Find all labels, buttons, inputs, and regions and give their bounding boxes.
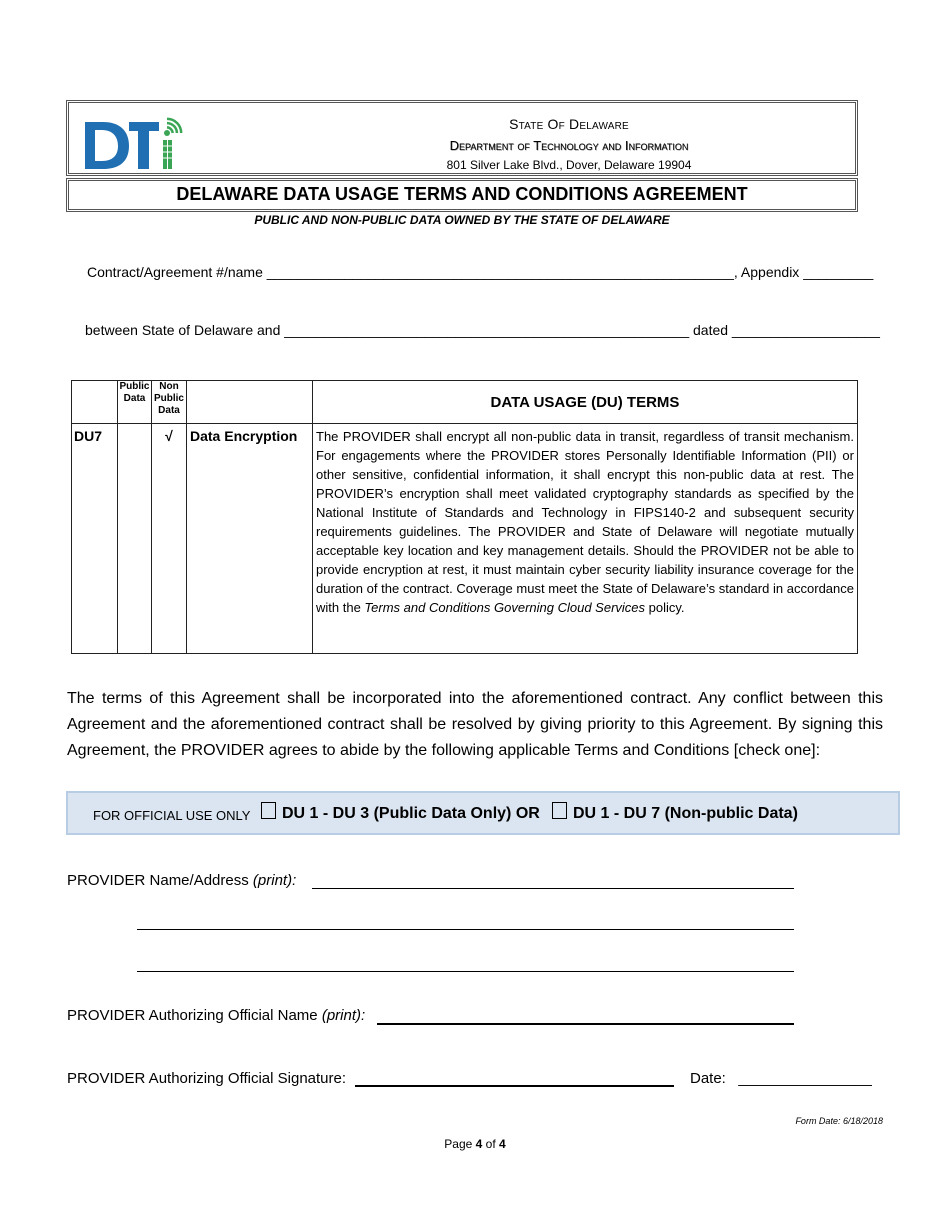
- signature-field[interactable]: [355, 1085, 674, 1087]
- date-label: Date: ________________: [690, 1070, 872, 1087]
- row-nonpublic-checkmark: √: [152, 424, 187, 654]
- row-term-name: Data Encryption: [187, 424, 313, 654]
- option-public-data[interactable]: [261, 802, 540, 823]
- contract-line[interactable]: Contract/Agreement #/name ____________________________________________________________, Appendix _________: [87, 264, 874, 280]
- department-name: Department of Technology and Information: [449, 138, 689, 153]
- header-data-usage-terms: DATA USAGE (DU) TERMS: [313, 381, 858, 424]
- provider-name-field[interactable]: [312, 888, 794, 889]
- nonpublic-data-checkbox[interactable]: [552, 802, 567, 819]
- department-address: 801 Silver Lake Blvd., Dover, Delaware 19904: [446, 158, 692, 172]
- option-nonpublic-label: DU 1 - DU 7 (Non-public Data): [573, 805, 798, 822]
- provider-address-line-2[interactable]: [137, 971, 794, 972]
- row-term-text: [313, 424, 858, 654]
- official-use-box: [66, 791, 900, 835]
- letterhead: [66, 100, 858, 176]
- dti-logo: [83, 116, 187, 172]
- official-use-label: FOR OFFICIAL USE ONLY: [93, 808, 251, 823]
- page-number: Page 4 of 4: [444, 1137, 506, 1151]
- provider-name-label: PROVIDER Name/Address (print):: [67, 872, 297, 889]
- data-usage-table: [71, 380, 858, 654]
- term-text-main: The PROVIDER shall encrypt all non-public data in transit, regardless of transit mechanism. For engagements where the PROVIDER stores Personally Identifiable Information (PII) or other sensitive, confidential information, it shall encrypt this non-public data at rest. The PROVIDER’s encryption shall meet validated cryptography standards as specified by the National Institute of Standards and Technology in FIPS140-2 and subsequent security requirements guidelines. The PROVIDER and State of Delaware will negotiate mutually acceptable key location and key management details. Should the PROVIDER not be able to provide encryption at rest, it must maintain cyber security liability insurance coverage for the duration of the contract. Coverage must meet the State of Delaware’s standard in accordance with the: [316, 429, 854, 615]
- public-data-checkbox[interactable]: [261, 802, 276, 819]
- header-nonpublic-data: Non Public Data: [152, 381, 187, 424]
- option-nonpublic-data[interactable]: [552, 802, 798, 823]
- between-line[interactable]: between State of Delaware and ____________________________________________________ dated ___________________: [85, 322, 880, 338]
- header-cell-id: [72, 381, 118, 424]
- option-public-label: DU 1 - DU 3 (Public Data Only) OR: [282, 805, 540, 822]
- provider-address-line-1[interactable]: [137, 929, 794, 930]
- agreement-paragraph: The terms of this Agreement shall be incorporated into the aforementioned contract. Any conflict between this Agreement and the aforementioned contract shall be resolved by giving priority to this Agreement. By signing this Agreement, the PROVIDER agrees to abide by the following applicable Terms and Conditions [check one]:: [67, 690, 883, 759]
- row-public-mark: [118, 424, 152, 654]
- date-field[interactable]: ________________: [738, 1070, 872, 1087]
- official-name-label: PROVIDER Authorizing Official Name (print):: [67, 1007, 366, 1024]
- form-date: Form Date: 6/18/2018: [795, 1116, 883, 1126]
- document-subtitle: PUBLIC AND NON-PUBLIC DATA OWNED BY THE STATE OF DELAWARE: [254, 213, 670, 227]
- signature-label: PROVIDER Authorizing Official Signature:: [67, 1070, 347, 1087]
- term-text-end: policy.: [645, 600, 685, 615]
- document-title: DELAWARE DATA USAGE TERMS AND CONDITIONS AGREEMENT: [66, 178, 858, 212]
- state-name: State Of Delaware: [509, 116, 629, 132]
- row-id: DU7: [72, 424, 118, 654]
- term-policy-name: Terms and Conditions Governing Cloud Services: [364, 600, 646, 615]
- official-name-field[interactable]: [377, 1023, 794, 1025]
- header-public-data: Public Data: [118, 381, 152, 424]
- header-cell-name: [187, 381, 313, 424]
- table-row: [72, 424, 858, 654]
